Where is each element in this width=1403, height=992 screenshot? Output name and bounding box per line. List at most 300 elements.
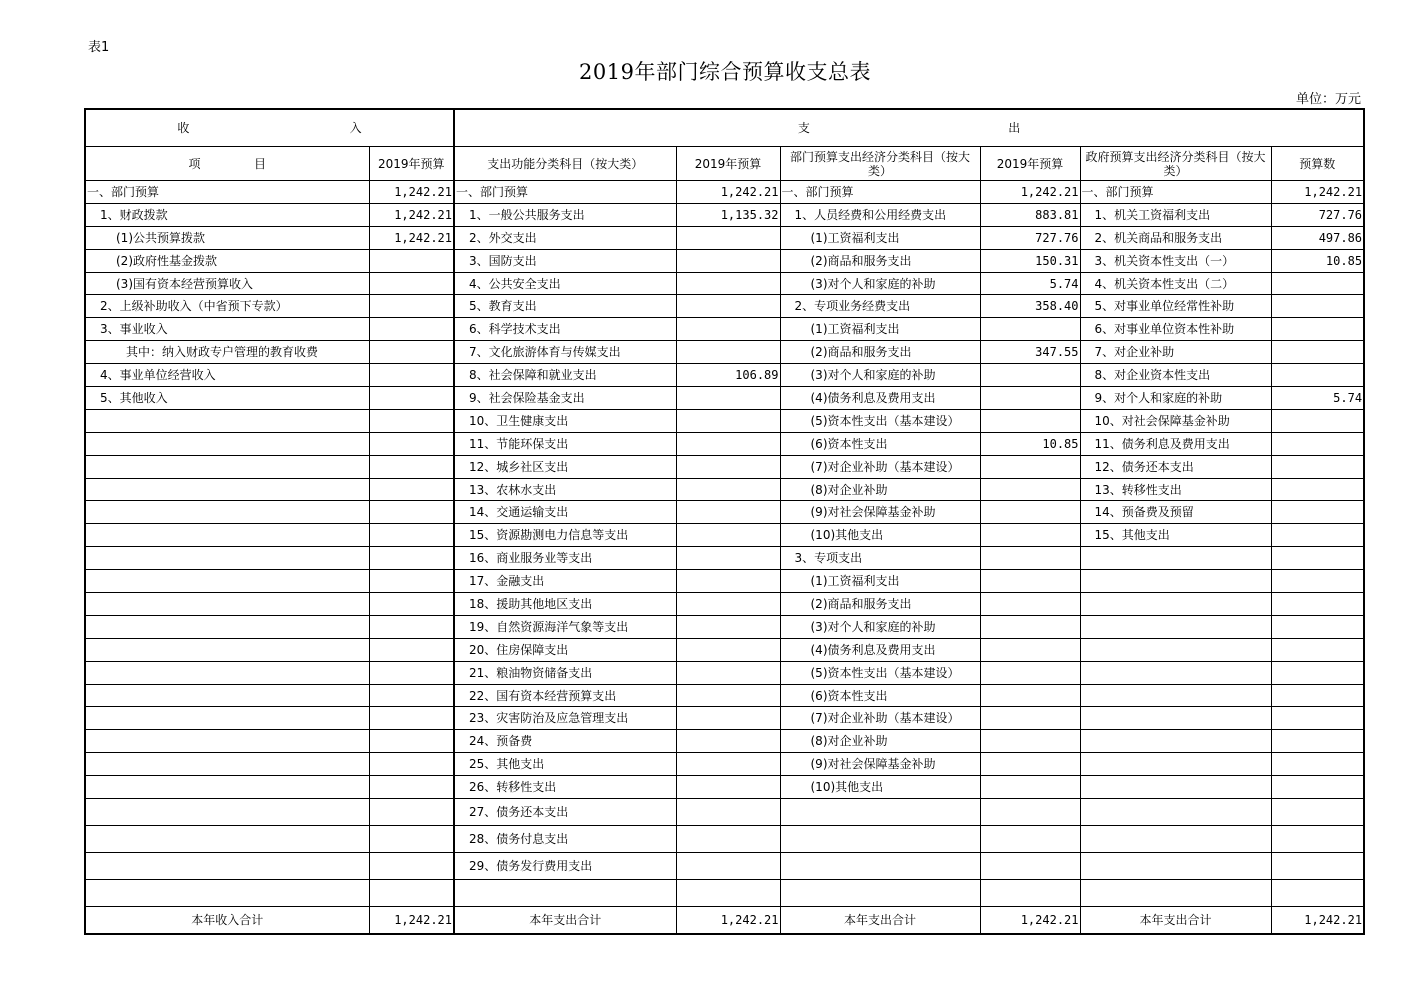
cell-dept-economic-budget [980, 684, 1080, 707]
cell-function-item: 28、债务付息支出 [454, 826, 676, 853]
cell-dept-economic-item [780, 799, 980, 826]
cell-income-item: 一、部门预算 [85, 181, 369, 204]
cell-income-item [85, 880, 369, 907]
cell-function-item: 21、粮油物资储备支出 [454, 661, 676, 684]
total-function-budget: 1,242.21 [676, 907, 780, 935]
cell-gov-economic-item [1080, 880, 1271, 907]
cell-function-budget [676, 478, 780, 501]
cell-income-item [85, 570, 369, 593]
cell-gov-economic-item [1080, 853, 1271, 880]
cell-function-budget [676, 226, 780, 249]
cell-income-item [85, 409, 369, 432]
cell-function-item: 3、国防支出 [454, 249, 676, 272]
cell-dept-economic-budget [980, 707, 1080, 730]
cell-income-item: 5、其他收入 [85, 387, 369, 410]
cell-dept-economic-item: 1、人员经费和公用经费支出 [780, 203, 980, 226]
cell-income-budget [369, 853, 454, 880]
cell-function-item: 1、一般公共服务支出 [454, 203, 676, 226]
cell-income-item: (1)公共预算拨款 [85, 226, 369, 249]
cell-income-item [85, 776, 369, 799]
cell-dept-economic-budget [980, 501, 1080, 524]
cell-gov-economic-amount [1271, 799, 1364, 826]
table-row [85, 593, 1364, 616]
cell-dept-economic-budget [980, 776, 1080, 799]
cell-gov-economic-item: 5、对事业单位经常性补助 [1080, 295, 1271, 318]
cell-gov-economic-item: 7、对企业补助 [1080, 341, 1271, 364]
cell-income-budget [369, 364, 454, 387]
total-income-budget: 1,242.21 [369, 907, 454, 935]
cell-income-budget [369, 826, 454, 853]
cell-income-item: 4、事业单位经营收入 [85, 364, 369, 387]
cell-gov-economic-amount [1271, 547, 1364, 570]
cell-function-budget [676, 387, 780, 410]
table-row [85, 615, 1364, 638]
cell-function-budget [676, 593, 780, 616]
table-row [85, 249, 1364, 272]
cell-gov-economic-amount [1271, 570, 1364, 593]
cell-dept-economic-budget: 727.76 [980, 226, 1080, 249]
cell-function-budget: 1,135.32 [676, 203, 780, 226]
cell-gov-economic-amount [1271, 753, 1364, 776]
cell-dept-economic-budget [980, 364, 1080, 387]
cell-function-item: 19、自然资源海洋气象等支出 [454, 615, 676, 638]
cell-dept-economic-item: 3、专项支出 [780, 547, 980, 570]
cell-dept-economic-item [780, 880, 980, 907]
cell-income-item [85, 432, 369, 455]
cell-dept-economic-item: (7)对企业补助（基本建设） [780, 455, 980, 478]
col-header-income-item: 项 目 [85, 147, 369, 181]
cell-function-item: 29、债务发行费用支出 [454, 853, 676, 880]
cell-dept-economic-budget [980, 880, 1080, 907]
table-row [85, 295, 1364, 318]
cell-dept-economic-budget [980, 730, 1080, 753]
cell-income-budget [369, 318, 454, 341]
cell-dept-economic-budget [980, 318, 1080, 341]
cell-income-budget [369, 753, 454, 776]
section-header-row [85, 109, 1364, 147]
cell-income-item: (3)国有资本经营预算收入 [85, 272, 369, 295]
cell-gov-economic-amount [1271, 364, 1364, 387]
cell-dept-economic-item: (6)资本性支出 [780, 684, 980, 707]
cell-dept-economic-budget [980, 753, 1080, 776]
table-row [85, 638, 1364, 661]
cell-income-budget [369, 249, 454, 272]
cell-gov-economic-item [1080, 593, 1271, 616]
table-row [85, 799, 1364, 826]
cell-function-item: 24、预备费 [454, 730, 676, 753]
cell-function-budget [676, 318, 780, 341]
cell-gov-economic-item: 9、对个人和家庭的补助 [1080, 387, 1271, 410]
cell-function-budget [676, 880, 780, 907]
cell-gov-economic-amount [1271, 730, 1364, 753]
table-row [85, 226, 1364, 249]
cell-dept-economic-budget [980, 853, 1080, 880]
cell-dept-economic-budget: 883.81 [980, 203, 1080, 226]
cell-function-item: 6、科学技术支出 [454, 318, 676, 341]
cell-gov-economic-amount [1271, 409, 1364, 432]
cell-gov-economic-amount [1271, 432, 1364, 455]
cell-function-item: 22、国有资本经营预算支出 [454, 684, 676, 707]
cell-income-budget [369, 272, 454, 295]
cell-income-item [85, 547, 369, 570]
cell-income-item [85, 684, 369, 707]
cell-function-item [454, 880, 676, 907]
cell-function-budget [676, 615, 780, 638]
table-row [85, 826, 1364, 853]
cell-dept-economic-budget: 1,242.21 [980, 181, 1080, 204]
cell-dept-economic-budget: 358.40 [980, 295, 1080, 318]
cell-dept-economic-item: (4)债务利息及费用支出 [780, 387, 980, 410]
cell-gov-economic-amount: 5.74 [1271, 387, 1364, 410]
totals-row [85, 907, 1364, 935]
cell-gov-economic-item: 11、债务利息及费用支出 [1080, 432, 1271, 455]
table-row [85, 478, 1364, 501]
cell-function-budget [676, 638, 780, 661]
cell-function-item: 16、商业服务业等支出 [454, 547, 676, 570]
cell-income-item [85, 455, 369, 478]
table-row [85, 409, 1364, 432]
table-row [85, 203, 1364, 226]
cell-function-budget [676, 753, 780, 776]
cell-function-budget [676, 799, 780, 826]
table-row [85, 753, 1364, 776]
cell-function-item: 26、转移性支出 [454, 776, 676, 799]
cell-gov-economic-item: 15、其他支出 [1080, 524, 1271, 547]
table-row [85, 547, 1364, 570]
cell-dept-economic-budget [980, 615, 1080, 638]
cell-function-budget [676, 661, 780, 684]
cell-gov-economic-amount [1271, 295, 1364, 318]
cell-function-budget [676, 249, 780, 272]
cell-gov-economic-item [1080, 776, 1271, 799]
cell-function-budget [676, 295, 780, 318]
cell-income-item [85, 826, 369, 853]
cell-gov-economic-amount: 497.86 [1271, 226, 1364, 249]
total-dept-economic-item: 本年支出合计 [780, 907, 980, 935]
cell-gov-economic-item [1080, 570, 1271, 593]
cell-function-item: 一、部门预算 [454, 181, 676, 204]
cell-income-budget [369, 615, 454, 638]
cell-income-budget: 1,242.21 [369, 203, 454, 226]
table-row [85, 880, 1364, 907]
cell-function-budget [676, 524, 780, 547]
cell-function-budget [676, 826, 780, 853]
total-income-item: 本年收入合计 [85, 907, 369, 935]
col-header-gov-economic-amount: 预算数 [1271, 147, 1364, 181]
cell-gov-economic-item [1080, 799, 1271, 826]
cell-dept-economic-item: (5)资本性支出（基本建设） [780, 409, 980, 432]
cell-function-item: 7、文化旅游体育与传媒支出 [454, 341, 676, 364]
cell-function-budget [676, 432, 780, 455]
col-header-dept-economic-category: 部门预算支出经济分类科目（按大类） [780, 147, 980, 181]
cell-dept-economic-budget [980, 661, 1080, 684]
cell-function-budget [676, 455, 780, 478]
cell-income-item [85, 853, 369, 880]
cell-income-item [85, 661, 369, 684]
cell-income-budget [369, 593, 454, 616]
cell-gov-economic-amount [1271, 593, 1364, 616]
table-number-label: 表1 [88, 40, 110, 55]
cell-gov-economic-amount [1271, 853, 1364, 880]
cell-function-budget [676, 272, 780, 295]
cell-function-item: 18、援助其他地区支出 [454, 593, 676, 616]
cell-gov-economic-item [1080, 707, 1271, 730]
cell-income-item [85, 615, 369, 638]
cell-dept-economic-budget [980, 570, 1080, 593]
cell-function-budget [676, 853, 780, 880]
expense-section-header: 支 出 [454, 109, 1364, 147]
table-row [85, 730, 1364, 753]
cell-dept-economic-item: (7)对企业补助（基本建设） [780, 707, 980, 730]
col-header-function-category: 支出功能分类科目（按大类） [454, 147, 676, 181]
cell-function-budget: 1,242.21 [676, 181, 780, 204]
col-header-income-budget: 2019年预算 [369, 147, 454, 181]
cell-income-item [85, 593, 369, 616]
cell-gov-economic-item: 2、机关商品和服务支出 [1080, 226, 1271, 249]
table-row [85, 318, 1364, 341]
cell-income-budget: 1,242.21 [369, 226, 454, 249]
cell-function-item: 20、住房保障支出 [454, 638, 676, 661]
cell-function-item: 12、城乡社区支出 [454, 455, 676, 478]
cell-gov-economic-amount [1271, 341, 1364, 364]
cell-gov-economic-amount [1271, 684, 1364, 707]
cell-function-budget [676, 776, 780, 799]
cell-income-budget [369, 455, 454, 478]
cell-dept-economic-budget: 5.74 [980, 272, 1080, 295]
cell-function-budget: 106.89 [676, 364, 780, 387]
cell-gov-economic-item: 1、机关工资福利支出 [1080, 203, 1271, 226]
cell-dept-economic-item: (3)对个人和家庭的补助 [780, 364, 980, 387]
cell-function-item: 23、灾害防治及应急管理支出 [454, 707, 676, 730]
cell-dept-economic-item: (9)对社会保障基金补助 [780, 753, 980, 776]
income-section-header: 收 入 [85, 109, 454, 147]
cell-dept-economic-item: (1)工资福利支出 [780, 318, 980, 341]
cell-dept-economic-item: (5)资本性支出（基本建设） [780, 661, 980, 684]
cell-function-budget [676, 684, 780, 707]
cell-gov-economic-item: 13、转移性支出 [1080, 478, 1271, 501]
cell-dept-economic-item: (2)商品和服务支出 [780, 249, 980, 272]
cell-gov-economic-amount [1271, 501, 1364, 524]
cell-gov-economic-item: 一、部门预算 [1080, 181, 1271, 204]
cell-function-item: 13、农林水支出 [454, 478, 676, 501]
cell-income-item: 其中：纳入财政专户管理的教育收费 [85, 341, 369, 364]
cell-income-budget [369, 638, 454, 661]
cell-gov-economic-amount [1271, 524, 1364, 547]
cell-dept-economic-item: (10)其他支出 [780, 776, 980, 799]
cell-function-item: 10、卫生健康支出 [454, 409, 676, 432]
cell-function-item: 4、公共安全支出 [454, 272, 676, 295]
col-header-dept-economic-budget: 2019年预算 [980, 147, 1080, 181]
cell-function-budget [676, 707, 780, 730]
table-row [85, 853, 1364, 880]
table-row [85, 707, 1364, 730]
cell-income-budget [369, 730, 454, 753]
cell-dept-economic-budget [980, 387, 1080, 410]
table-row [85, 181, 1364, 204]
cell-gov-economic-item [1080, 638, 1271, 661]
cell-income-budget [369, 524, 454, 547]
cell-dept-economic-item [780, 853, 980, 880]
cell-dept-economic-item: (9)对社会保障基金补助 [780, 501, 980, 524]
cell-gov-economic-item [1080, 615, 1271, 638]
cell-income-budget [369, 570, 454, 593]
cell-function-budget [676, 730, 780, 753]
cell-gov-economic-item: 6、对事业单位资本性补助 [1080, 318, 1271, 341]
cell-dept-economic-item: (1)工资福利支出 [780, 570, 980, 593]
cell-income-budget [369, 501, 454, 524]
cell-function-budget [676, 409, 780, 432]
cell-dept-economic-budget [980, 455, 1080, 478]
cell-income-budget [369, 684, 454, 707]
cell-income-budget [369, 409, 454, 432]
cell-function-item: 25、其他支出 [454, 753, 676, 776]
table-row [85, 272, 1364, 295]
cell-gov-economic-amount: 727.76 [1271, 203, 1364, 226]
cell-income-budget [369, 387, 454, 410]
col-header-gov-economic-category: 政府预算支出经济分类科目（按大类） [1080, 147, 1271, 181]
cell-dept-economic-item: (2)商品和服务支出 [780, 593, 980, 616]
cell-dept-economic-budget: 10.85 [980, 432, 1080, 455]
cell-function-budget [676, 501, 780, 524]
cell-dept-economic-budget [980, 524, 1080, 547]
cell-dept-economic-item: (3)对个人和家庭的补助 [780, 272, 980, 295]
cell-income-budget: 1,242.21 [369, 181, 454, 204]
cell-dept-economic-item: (1)工资福利支出 [780, 226, 980, 249]
cell-function-item: 8、社会保障和就业支出 [454, 364, 676, 387]
table-row [85, 455, 1364, 478]
cell-dept-economic-budget [980, 638, 1080, 661]
cell-gov-economic-amount [1271, 318, 1364, 341]
cell-function-item: 11、节能环保支出 [454, 432, 676, 455]
cell-gov-economic-item: 14、预备费及预留 [1080, 501, 1271, 524]
table-row [85, 661, 1364, 684]
cell-income-item: 3、事业收入 [85, 318, 369, 341]
cell-gov-economic-item [1080, 753, 1271, 776]
cell-dept-economic-item: (10)其他支出 [780, 524, 980, 547]
table-row [85, 432, 1364, 455]
table-row [85, 570, 1364, 593]
cell-income-item: 2、上级补助收入（中省预下专款） [85, 295, 369, 318]
cell-dept-economic-budget [980, 547, 1080, 570]
table-row [85, 341, 1364, 364]
cell-income-item [85, 524, 369, 547]
table-row [85, 684, 1364, 707]
cell-income-item [85, 799, 369, 826]
cell-gov-economic-item: 3、机关资本性支出（一） [1080, 249, 1271, 272]
cell-function-budget [676, 341, 780, 364]
total-gov-economic-amount: 1,242.21 [1271, 907, 1364, 935]
table-row [85, 776, 1364, 799]
cell-income-item [85, 638, 369, 661]
cell-gov-economic-amount: 1,242.21 [1271, 181, 1364, 204]
cell-income-budget [369, 661, 454, 684]
total-function-item: 本年支出合计 [454, 907, 676, 935]
cell-function-item: 15、资源勘测电力信息等支出 [454, 524, 676, 547]
cell-income-budget [369, 478, 454, 501]
cell-income-budget [369, 776, 454, 799]
cell-dept-economic-item: (3)对个人和家庭的补助 [780, 615, 980, 638]
col-header-function-budget: 2019年预算 [676, 147, 780, 181]
cell-income-item [85, 478, 369, 501]
cell-gov-economic-amount [1271, 272, 1364, 295]
cell-income-budget [369, 707, 454, 730]
cell-income-budget [369, 799, 454, 826]
cell-gov-economic-item: 4、机关资本性支出（二） [1080, 272, 1271, 295]
cell-income-item: (2)政府性基金拨款 [85, 249, 369, 272]
cell-income-item [85, 730, 369, 753]
cell-function-item: 9、社会保险基金支出 [454, 387, 676, 410]
cell-dept-economic-item: (8)对企业补助 [780, 730, 980, 753]
cell-gov-economic-item [1080, 547, 1271, 570]
cell-gov-economic-amount [1271, 615, 1364, 638]
cell-gov-economic-amount [1271, 707, 1364, 730]
cell-gov-economic-amount [1271, 638, 1364, 661]
cell-gov-economic-amount [1271, 880, 1364, 907]
cell-gov-economic-item: 8、对企业资本性支出 [1080, 364, 1271, 387]
cell-dept-economic-item: (8)对企业补助 [780, 478, 980, 501]
cell-dept-economic-budget [980, 478, 1080, 501]
cell-gov-economic-amount [1271, 455, 1364, 478]
budget-table [84, 108, 1365, 935]
cell-dept-economic-item: (6)资本性支出 [780, 432, 980, 455]
column-header-row [85, 147, 1364, 181]
cell-dept-economic-budget [980, 826, 1080, 853]
cell-dept-economic-budget: 150.31 [980, 249, 1080, 272]
cell-income-budget [369, 432, 454, 455]
cell-dept-economic-item: (2)商品和服务支出 [780, 341, 980, 364]
total-gov-economic-item: 本年支出合计 [1080, 907, 1271, 935]
cell-function-budget [676, 547, 780, 570]
cell-dept-economic-item: (4)债务利息及费用支出 [780, 638, 980, 661]
cell-gov-economic-item: 10、对社会保障基金补助 [1080, 409, 1271, 432]
cell-gov-economic-item [1080, 684, 1271, 707]
cell-dept-economic-budget [980, 593, 1080, 616]
cell-income-budget [369, 341, 454, 364]
cell-income-item [85, 501, 369, 524]
table-row [85, 387, 1364, 410]
cell-function-budget [676, 570, 780, 593]
cell-function-item: 2、外交支出 [454, 226, 676, 249]
cell-income-item: 1、财政拨款 [85, 203, 369, 226]
cell-income-budget [369, 547, 454, 570]
total-dept-economic-budget: 1,242.21 [980, 907, 1080, 935]
cell-gov-economic-amount: 10.85 [1271, 249, 1364, 272]
cell-dept-economic-budget: 347.55 [980, 341, 1080, 364]
cell-gov-economic-amount [1271, 776, 1364, 799]
cell-function-item: 5、教育支出 [454, 295, 676, 318]
cell-function-item: 17、金融支出 [454, 570, 676, 593]
table-row [85, 524, 1364, 547]
page-title: 2019年部门综合预算收支总表 [579, 60, 871, 84]
table-row [85, 364, 1364, 387]
cell-function-item: 14、交通运输支出 [454, 501, 676, 524]
cell-income-budget [369, 295, 454, 318]
cell-gov-economic-item: 12、债务还本支出 [1080, 455, 1271, 478]
cell-gov-economic-item [1080, 826, 1271, 853]
cell-dept-economic-item: 2、专项业务经费支出 [780, 295, 980, 318]
table-row [85, 501, 1364, 524]
cell-dept-economic-item: 一、部门预算 [780, 181, 980, 204]
cell-dept-economic-item [780, 826, 980, 853]
cell-income-budget [369, 880, 454, 907]
cell-gov-economic-amount [1271, 478, 1364, 501]
cell-gov-economic-amount [1271, 826, 1364, 853]
cell-gov-economic-item [1080, 730, 1271, 753]
cell-dept-economic-budget [980, 799, 1080, 826]
cell-dept-economic-budget [980, 409, 1080, 432]
cell-gov-economic-item [1080, 661, 1271, 684]
cell-income-item [85, 753, 369, 776]
